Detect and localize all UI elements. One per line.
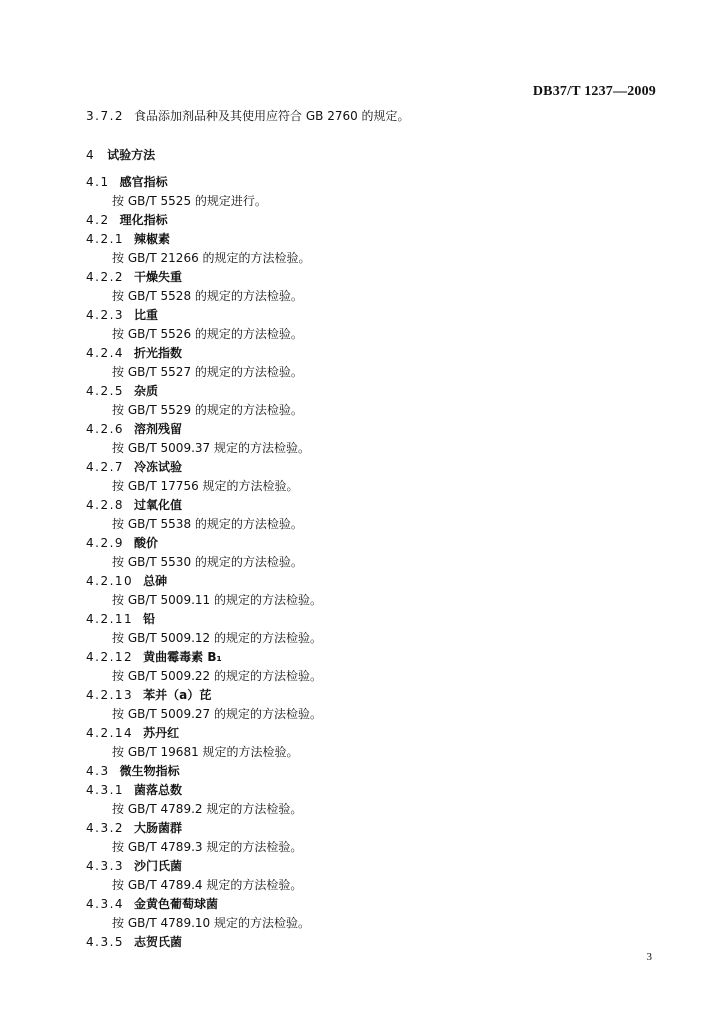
clause-heading <box>86 382 666 401</box>
clause-title: 过氧化值 <box>134 498 183 512</box>
clause-number: 4.3.1 <box>86 783 125 797</box>
document-body <box>86 107 666 952</box>
clause-number: 4.3.4 <box>86 897 125 911</box>
clause-number: 4.3.3 <box>86 859 125 873</box>
clause-text: 按 GB/T 5528 的规定的方法检验。 <box>112 289 303 303</box>
clause-title: 总砷 <box>143 574 168 588</box>
clause-text: 按 GB/T 5525 的规定进行。 <box>112 194 267 208</box>
clause-text: 按 GB/T 5530 的规定的方法检验。 <box>112 555 303 569</box>
clause-3-7-2 <box>86 107 666 126</box>
clause-heading <box>86 420 666 439</box>
page-number: 3 <box>646 951 652 963</box>
clause-text: 按 GB/T 4789.4 规定的方法检验。 <box>112 878 303 892</box>
clause-number: 4.3.5 <box>86 935 125 949</box>
clause-text: 按 GB/T 5538 的规定的方法检验。 <box>112 517 303 531</box>
clause-title: 苯并（a）芘 <box>143 688 212 702</box>
clause-text: 按 GB/T 5009.12 的规定的方法检验。 <box>112 631 322 645</box>
clause-text: 按 GB/T 4789.3 规定的方法检验。 <box>112 840 303 854</box>
clause-title: 微生物指标 <box>119 764 180 778</box>
clause-heading <box>86 572 666 591</box>
clause-text: 食品添加剂品种及其使用应符合 GB 2760 的规定。 <box>134 109 410 123</box>
clause-title: 大肠菌群 <box>134 821 183 835</box>
clause-title: 干燥失重 <box>134 270 183 284</box>
clause-heading <box>86 895 666 914</box>
clause-number: 4.3.2 <box>86 821 125 835</box>
clause-heading <box>86 534 666 553</box>
clause-title: 菌落总数 <box>134 783 183 797</box>
clause-text: 按 GB/T 4789.10 规定的方法检验。 <box>112 916 310 930</box>
clause-heading <box>86 762 666 781</box>
clause-heading <box>86 496 666 515</box>
clause-title: 铅 <box>143 612 156 626</box>
clause-text: 按 GB/T 5009.11 的规定的方法检验。 <box>112 593 322 607</box>
clause-title: 酸价 <box>134 536 159 550</box>
clause-number: 4.2 <box>86 213 110 227</box>
section-heading <box>86 146 666 165</box>
section-number: 4 <box>86 148 96 162</box>
clause-heading <box>86 458 666 477</box>
clause-text: 按 GB/T 5009.27 的规定的方法检验。 <box>112 707 322 721</box>
clause-title: 感官指标 <box>119 175 168 189</box>
clause-title: 冷冻试验 <box>134 460 183 474</box>
clause-number: 4.2.12 <box>86 650 134 664</box>
clause-title: 沙门氏菌 <box>134 859 183 873</box>
clause-text: 按 GB/T 5527 的规定的方法检验。 <box>112 365 303 379</box>
document-code: DB37/T 1237—2009 <box>532 84 656 99</box>
clause-heading <box>86 211 666 230</box>
clause-number: 4.2.4 <box>86 346 125 360</box>
clause-text: 按 GB/T 5529 的规定的方法检验。 <box>112 403 303 417</box>
clause-number: 4.2.9 <box>86 536 125 550</box>
clause-title: 杂质 <box>134 384 159 398</box>
clause-heading <box>86 306 666 325</box>
clause-number: 4.3 <box>86 764 110 778</box>
clause-heading <box>86 857 666 876</box>
clause-number: 4.1 <box>86 175 110 189</box>
clause-title: 金黄色葡萄球菌 <box>134 897 219 911</box>
clause-number: 4.2.13 <box>86 688 134 702</box>
clause-title: 比重 <box>134 308 159 322</box>
clause-title: 黄曲霉毒素 B₁ <box>143 650 222 664</box>
clause-text: 按 GB/T 4789.2 规定的方法检验。 <box>112 802 303 816</box>
clause-number: 4.2.5 <box>86 384 125 398</box>
clause-heading <box>86 610 666 629</box>
clause-title: 志贺氏菌 <box>134 935 183 949</box>
clause-number: 4.2.2 <box>86 270 125 284</box>
clause-text: 按 GB/T 5526 的规定的方法检验。 <box>112 327 303 341</box>
clause-number: 4.2.7 <box>86 460 125 474</box>
clause-heading <box>86 230 666 249</box>
clause-title: 理化指标 <box>119 213 168 227</box>
clause-number: 4.2.1 <box>86 232 125 246</box>
clause-title: 折光指数 <box>134 346 183 360</box>
clause-text: 按 GB/T 17756 规定的方法检验。 <box>112 479 299 493</box>
clause-heading <box>86 344 666 363</box>
clause-number: 4.2.3 <box>86 308 125 322</box>
clause-text: 按 GB/T 5009.37 规定的方法检验。 <box>112 441 310 455</box>
clause-number: 4.2.10 <box>86 574 134 588</box>
clause-heading <box>86 781 666 800</box>
clause-heading <box>86 648 666 667</box>
clause-number: 3.7.2 <box>86 109 125 123</box>
clause-number: 4.2.11 <box>86 612 134 626</box>
clause-heading <box>86 724 666 743</box>
clause-heading <box>86 819 666 838</box>
clause-heading <box>86 933 666 952</box>
clause-text: 按 GB/T 5009.22 的规定的方法检验。 <box>112 669 322 683</box>
clause-heading <box>86 173 666 192</box>
clause-number: 4.2.8 <box>86 498 125 512</box>
clause-title: 溶剂残留 <box>134 422 183 436</box>
clause-number: 4.2.6 <box>86 422 125 436</box>
clause-list <box>86 173 666 952</box>
section-title: 试验方法 <box>107 148 156 162</box>
clause-text: 按 GB/T 21266 的规定的方法检验。 <box>112 251 311 265</box>
clause-number: 4.2.14 <box>86 726 134 740</box>
clause-title: 苏丹红 <box>143 726 180 740</box>
clause-text: 按 GB/T 19681 规定的方法检验。 <box>112 745 299 759</box>
clause-heading <box>86 268 666 287</box>
clause-title: 辣椒素 <box>134 232 171 246</box>
clause-heading <box>86 686 666 705</box>
